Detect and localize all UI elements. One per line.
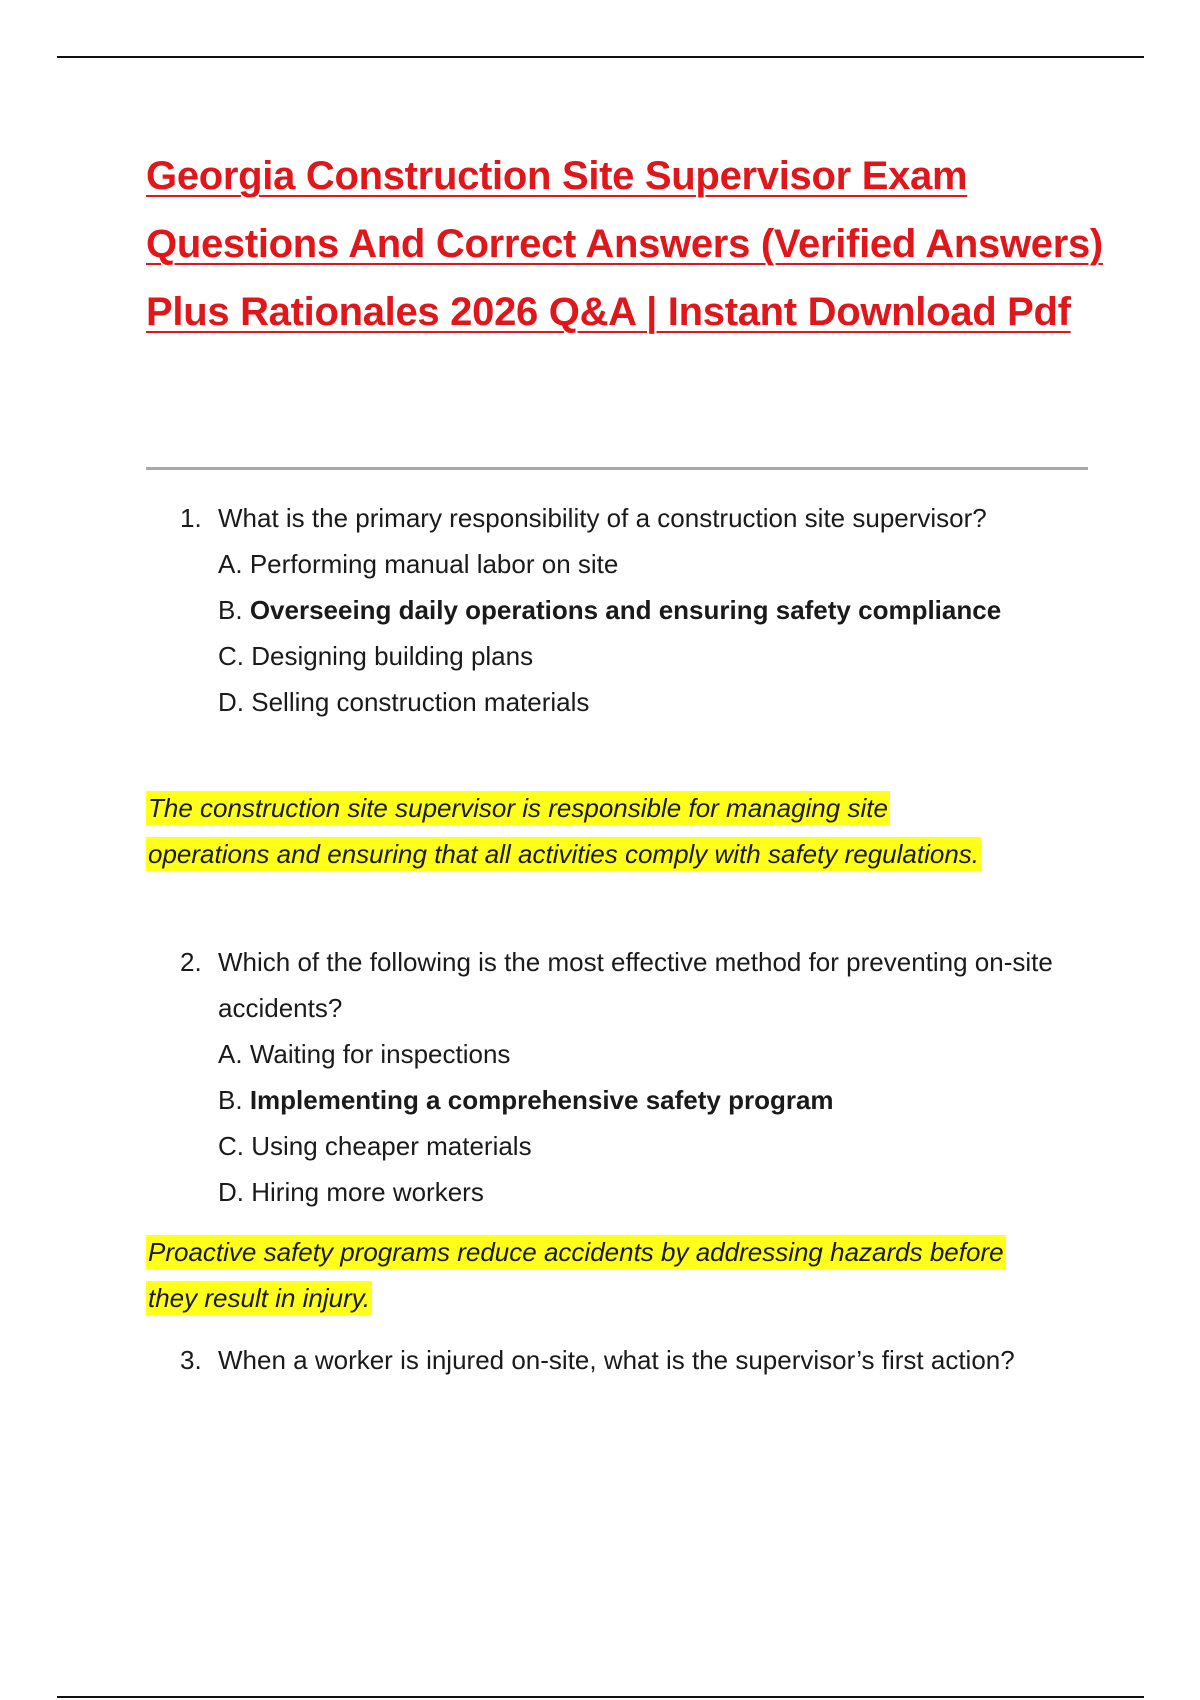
answer-option-d <box>218 679 1110 725</box>
question-2 <box>180 939 1110 1215</box>
answer-option-b <box>218 587 1110 633</box>
option-letter: D. <box>218 1177 244 1207</box>
question-1 <box>180 495 1110 725</box>
question-3 <box>180 1337 1110 1383</box>
question-number: 1. <box>180 503 202 533</box>
option-letter: B. <box>218 595 243 625</box>
option-letter: B. <box>218 1085 243 1115</box>
correct-answer-text: Implementing a comprehensive safety program <box>249 1085 834 1115</box>
page-top-rule <box>57 56 1144 58</box>
answer-options <box>180 541 1110 725</box>
answer-option-a <box>218 1031 1110 1077</box>
answer-option-a <box>218 541 1110 587</box>
rationale-text: Proactive safety programs reduce accidents by addressing hazards before they result in injury. <box>148 1237 1004 1313</box>
option-text: Performing manual labor on site <box>249 549 619 579</box>
option-text: Selling construction materials <box>251 687 590 717</box>
question-stem <box>180 1337 1110 1383</box>
option-letter: A. <box>218 1039 243 1069</box>
rationale-1 <box>146 785 1006 877</box>
option-text: Hiring more workers <box>251 1177 484 1207</box>
option-text: Waiting for inspections <box>249 1039 511 1069</box>
rationale-text: The construction site supervisor is responsible for managing site operations and ensuring that all activities comply with safety regulations. <box>148 793 979 869</box>
option-letter: D. <box>218 687 244 717</box>
option-letter: A. <box>218 549 243 579</box>
answer-option-d <box>218 1169 1110 1215</box>
option-letter: C. <box>218 641 244 671</box>
question-text: When a worker is injured on-site, what is the supervisor’s first action? <box>218 1345 1015 1375</box>
answer-option-b <box>218 1077 1110 1123</box>
question-stem <box>180 939 1110 1031</box>
question-number: 2. <box>180 947 202 977</box>
document-title: Georgia Construction Site Supervisor Exam Questions And Correct Answers (Verified Answers) Plus Rationales 2026 Q&A | Instant Download Pdf <box>146 154 1103 334</box>
question-number: 3. <box>180 1345 202 1375</box>
option-text: Using cheaper materials <box>251 1131 532 1161</box>
question-text: What is the primary responsibility of a construction site supervisor? <box>218 503 987 533</box>
answer-option-c <box>218 1123 1110 1169</box>
correct-answer-text: Overseeing daily operations and ensuring safety compliance <box>249 595 1002 625</box>
rationale-2 <box>146 1229 1026 1321</box>
question-stem <box>180 495 1110 541</box>
option-letter: C. <box>218 1131 244 1161</box>
question-text: Which of the following is the most effective method for preventing on-site accidents? <box>218 947 1053 1023</box>
answer-options <box>180 1031 1110 1215</box>
page-bottom-rule <box>57 1696 1144 1698</box>
answer-option-c <box>218 633 1110 679</box>
title-divider <box>146 467 1088 470</box>
option-text: Designing building plans <box>251 641 534 671</box>
